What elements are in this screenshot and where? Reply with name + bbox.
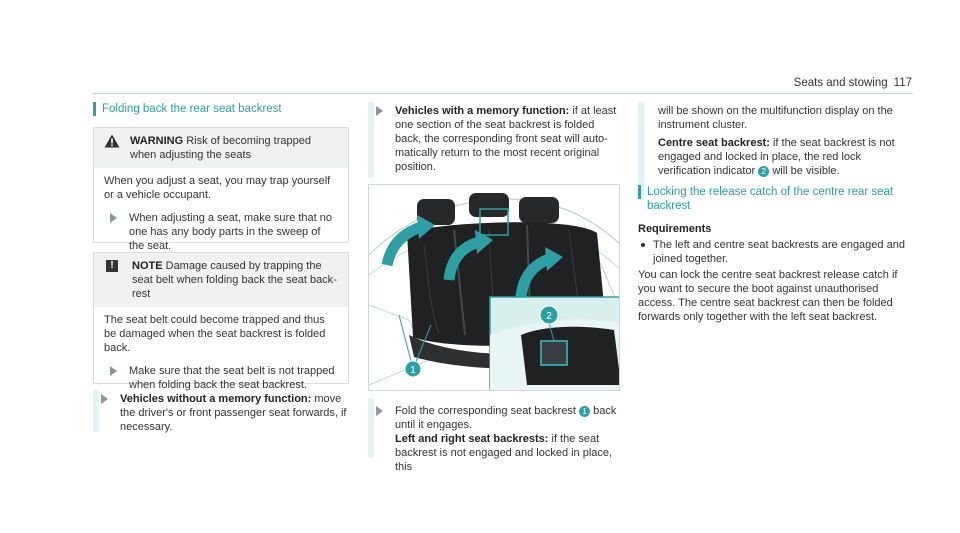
callout-ref-1: 1 bbox=[579, 406, 590, 417]
lock-paragraph: You can lock the centre seat backrest release catch if you want to secure the boot against unauthorised access. The centre seat backrest can then be folded forwards only together with the left seat backrest. bbox=[638, 269, 898, 323]
requirements-block bbox=[638, 222, 914, 266]
sub-text: if the seat backrest is not engaged and locked in place, this bbox=[395, 433, 613, 473]
note-body bbox=[94, 307, 348, 400]
warning-triangle-icon bbox=[104, 134, 120, 148]
heading-bar bbox=[638, 185, 641, 199]
warning-label: WARNING bbox=[130, 135, 184, 147]
step-without-memory bbox=[101, 392, 349, 434]
item-label: Vehicles with a memory function: bbox=[395, 105, 570, 117]
bullet-icon bbox=[641, 243, 645, 247]
step-pre-text: Fold the corresponding seat backrest bbox=[395, 405, 576, 417]
item-label: Vehicles without a memory function: bbox=[120, 393, 312, 405]
note-body-text: The seat belt could become trapped and thus be damaged when the seat backrest is folded back. bbox=[104, 314, 326, 354]
step-arrow-icon bbox=[110, 213, 117, 223]
warning-title-text: Risk of becoming trapped when adjusting the seats bbox=[130, 135, 311, 161]
note-title bbox=[132, 259, 340, 301]
note-box bbox=[93, 252, 349, 391]
step-without-memory-text bbox=[120, 392, 349, 434]
note-label: NOTE bbox=[132, 260, 163, 272]
heading-text: Locking the release catch of the centre rear seat backrest bbox=[647, 186, 894, 212]
warning-step-text: When adjusting a seat, make sure that no one has any body parts in the sweep of the seat. bbox=[129, 212, 333, 252]
centre-backrest-note bbox=[658, 136, 914, 178]
rear-seat-illustration-svg bbox=[369, 185, 620, 391]
callout-ref-2: 2 bbox=[758, 166, 769, 177]
item-text: if at least one section of the seat backrest is folded back, the corresponding front seat will automatically return to the most recent original position. bbox=[395, 105, 617, 173]
rear-seat-illustration bbox=[368, 184, 620, 391]
page-number: 117 bbox=[893, 77, 912, 89]
step-marker-bar bbox=[638, 102, 644, 198]
callout-2-label: 2 bbox=[546, 311, 552, 322]
step-fold-text bbox=[395, 404, 620, 432]
running-header bbox=[780, 76, 912, 90]
header-rule bbox=[93, 93, 913, 94]
continued-text: will be shown on the multifunction display on the instrument cluster. bbox=[658, 105, 893, 131]
note-step-text: Make sure that the seat belt is not trapped when folding back the seat backrest. bbox=[129, 365, 335, 391]
step-arrow-icon bbox=[101, 394, 108, 404]
step-with-memory bbox=[376, 104, 620, 174]
sub-note-left-right bbox=[395, 432, 620, 474]
centre-label: Centre seat backrest: bbox=[658, 137, 770, 149]
sub-label: Left and right seat backrests: bbox=[395, 433, 549, 445]
centre-pre-text: if the seat backrest is not engaged and locked in place, the red lock verification indicator bbox=[658, 137, 895, 177]
step-arrow-icon bbox=[110, 366, 117, 376]
warning-box bbox=[93, 127, 349, 252]
step-fold-backrest bbox=[376, 404, 620, 432]
step-marker-bar bbox=[93, 390, 99, 432]
note-title-text: Damage caused by trapping the seat belt when folding back the seat backrest bbox=[132, 260, 337, 300]
warning-header bbox=[94, 128, 348, 168]
centre-post-text: will be visible. bbox=[772, 165, 840, 177]
step-arrow-icon bbox=[376, 106, 383, 116]
callout-1-label: 1 bbox=[410, 365, 416, 376]
note-exclamation-icon: ! bbox=[106, 260, 118, 272]
step-marker-bar bbox=[368, 398, 374, 458]
step-with-memory-text bbox=[395, 104, 620, 174]
heading-text: Folding back the rear seat backrest bbox=[102, 103, 282, 115]
warning-body-text: When you adjust a seat, you may trap yourself or a vehicle occupant. bbox=[104, 175, 331, 201]
step-post-text: back until it engages. bbox=[395, 405, 617, 431]
requirement-text: The left and centre seat backrests are engaged and joined together. bbox=[653, 239, 905, 265]
section-title: Seats and stowing bbox=[793, 77, 888, 89]
step-marker-bar bbox=[368, 102, 374, 178]
step-arrow-icon bbox=[376, 406, 383, 416]
warning-title bbox=[130, 134, 340, 162]
warning-body bbox=[94, 168, 348, 261]
heading-bar bbox=[93, 102, 96, 116]
requirements-title: Requirements bbox=[638, 223, 712, 235]
item-text: move the driver's or front passenger seat forwards, if necessary. bbox=[120, 393, 347, 433]
warning-step bbox=[104, 211, 338, 253]
note-header bbox=[94, 253, 348, 307]
note-step bbox=[104, 364, 338, 392]
section-heading bbox=[638, 185, 914, 213]
requirement-item bbox=[638, 238, 914, 266]
section-heading bbox=[93, 102, 349, 116]
